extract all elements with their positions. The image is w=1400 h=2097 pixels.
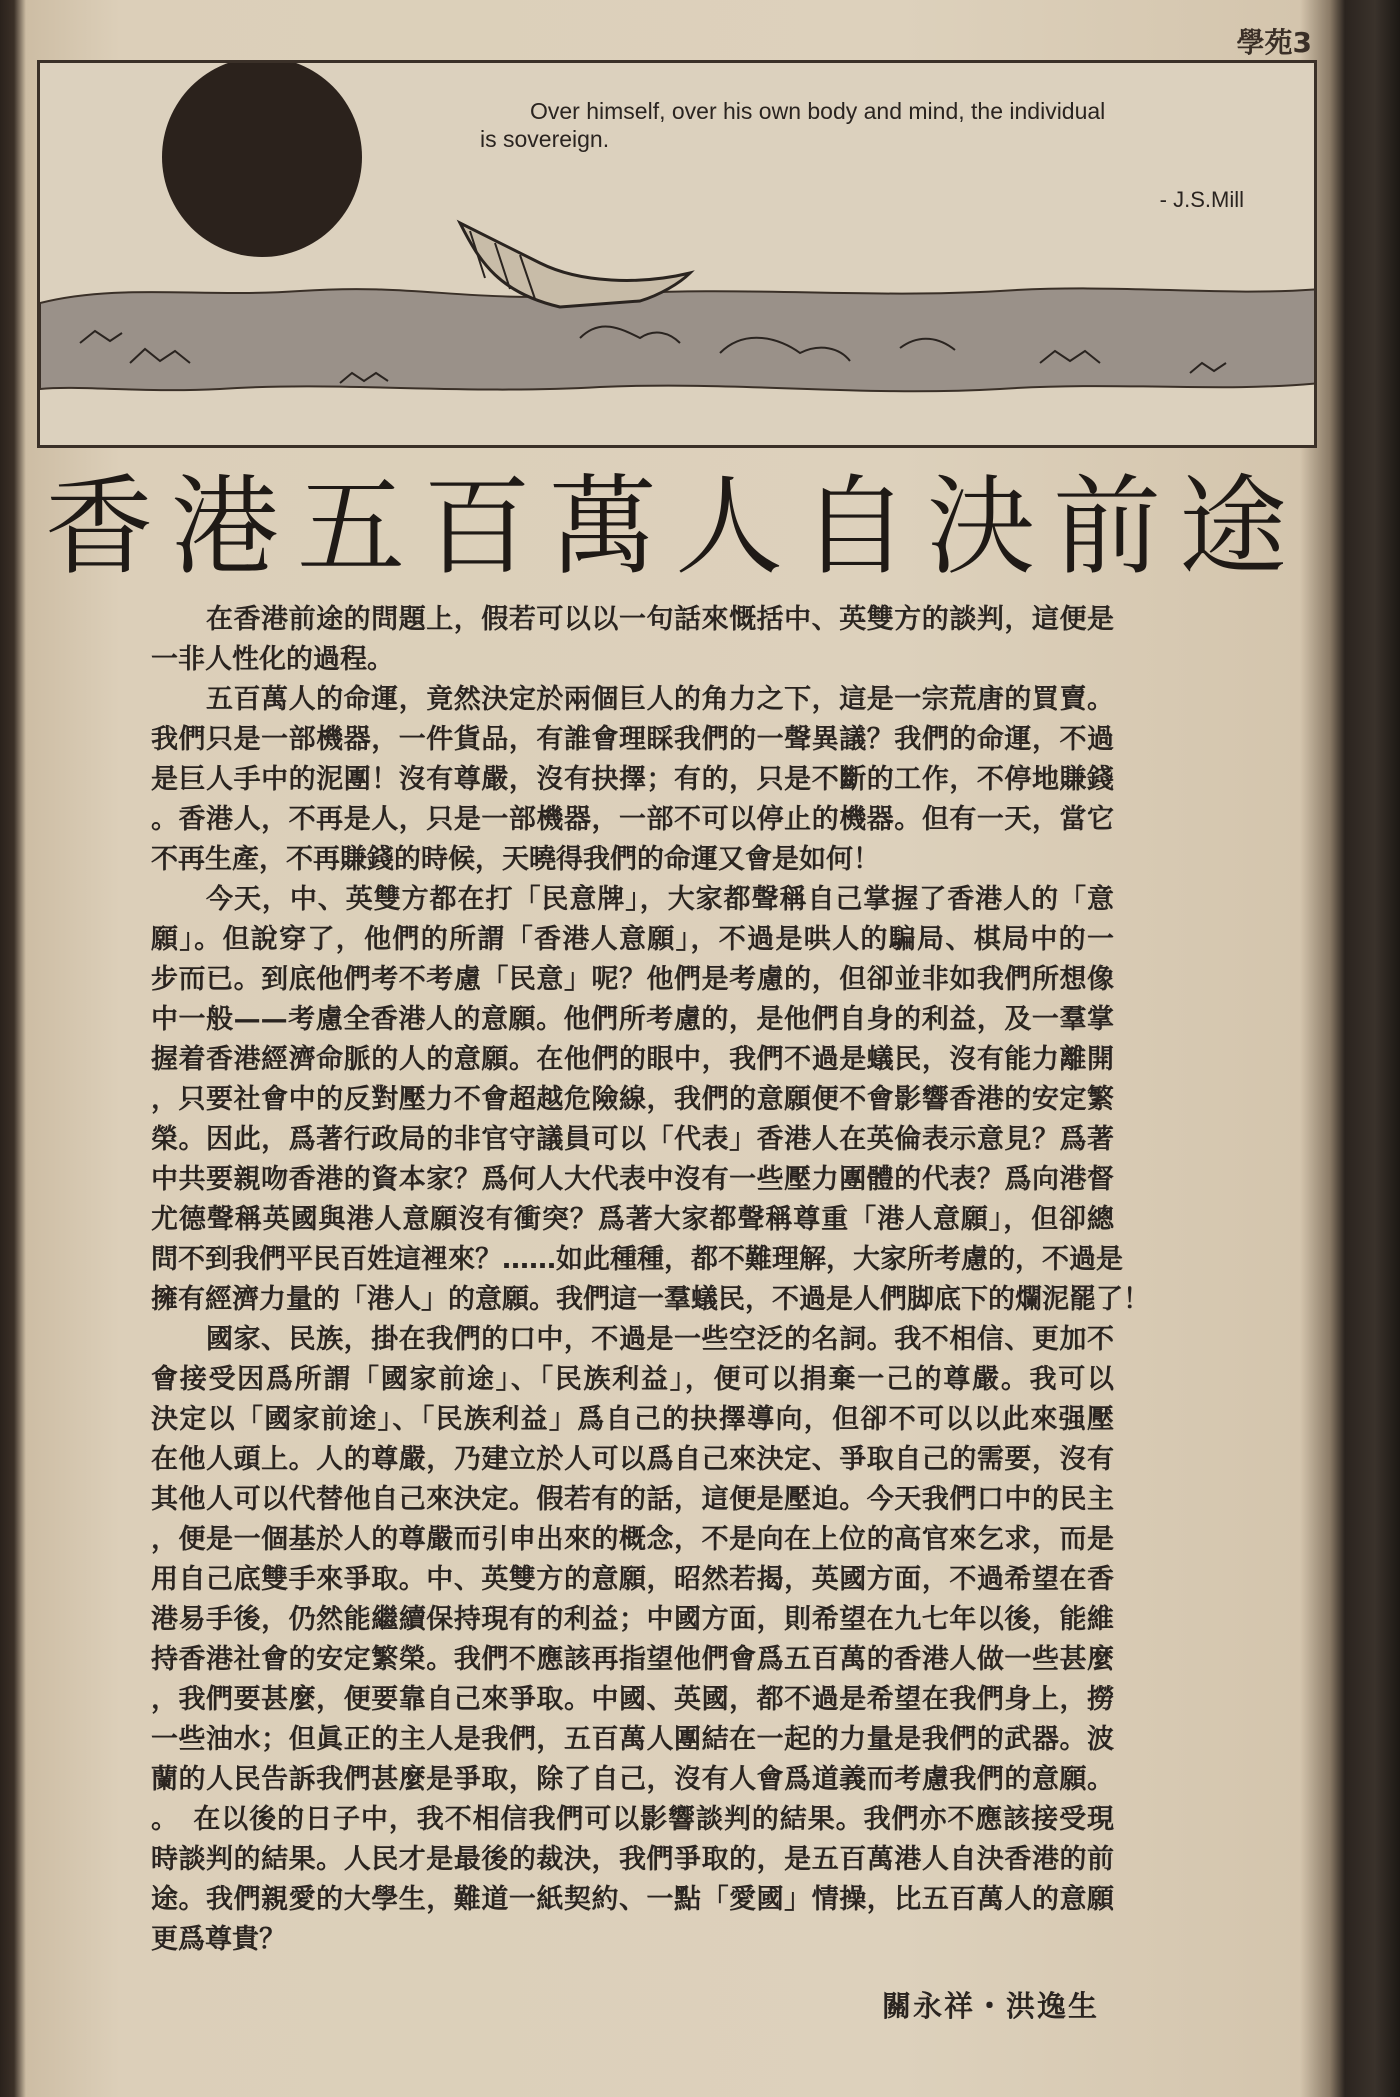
text-line: 中一般——考慮全香港人的意願。他們所考慮的，是他們自身的利益，及一羣掌 [151, 1004, 1114, 1035]
text-line: 一非人性化的過程。 [151, 644, 394, 675]
text-line: 不再生產，不再賺錢的時候，天曉得我們的命運又會是如何！ [151, 844, 880, 875]
text-line: 握着香港經濟命脈的人的意願。在他們的眼中，我們不過是蟻民，沒有能力離開 [151, 1044, 1114, 1075]
quote-attribution: - J.S.Mill [1159, 187, 1244, 212]
text-line: ，便是一個基於人的尊嚴而引申出來的概念，不是向在上位的高官來乞求，而是 [151, 1524, 1114, 1555]
text-line: 國家、民族，掛在我們的口中，不過是一些空泛的名詞。我不相信、更加不 [206, 1324, 1114, 1355]
page-header-label: 學苑3 [1236, 26, 1312, 59]
sun-icon [162, 63, 362, 257]
text-line: 時談判的結果。人民才是最後的裁決，我們爭取的，是五百萬港人自決香港的前 [151, 1844, 1114, 1875]
text-line: 其他人可以代替他自己來決定。假若有的話，這便是壓迫。今天我們口中的民主 [151, 1484, 1114, 1515]
text-line: 更爲尊貴？ [151, 1924, 286, 1955]
water-icon [40, 288, 1317, 391]
article-body [151, 600, 1150, 1960]
text-line: 途。我們親愛的大學生，難道一紙契約、一點「愛國」情操，比五百萬人的意願 [151, 1884, 1114, 1915]
text-line: 在他人頭上。人的尊嚴，乃建立於人可以爲自己來決定、爭取自己的需要，沒有 [151, 1444, 1114, 1475]
text-line: 。 在以後的日子中，我不相信我們可以影響談判的結果。我們亦不應該接受現 [151, 1804, 1114, 1835]
text-line: 願」。但說穿了，他們的所謂「香港人意願」，不過是哄人的騙局、棋局中的一 [151, 924, 1114, 955]
text-line: ，我們要甚麼，便要靠自己來爭取。中國、英國，都不過是希望在我們身上，撈 [151, 1684, 1114, 1715]
text-line: 蘭的人民告訴我們甚麼是爭取，除了自己，沒有人會爲道義而考慮我們的意願。 [151, 1764, 1114, 1795]
text-line: 會接受因爲所謂「國家前途」、「民族利益」，便可以捐棄一己的尊嚴。我可以 [151, 1364, 1114, 1395]
text-line: 決定以「國家前途」、「民族利益」爲自己的抉擇導向，但卻不可以以此來强壓 [151, 1404, 1114, 1435]
quote-line: Over himself, over his own body and mind, the individual [530, 98, 1106, 124]
boat-icon [460, 223, 690, 307]
text-line: 擁有經濟力量的「港人」的意願。我們這一羣蟻民，不過是人們脚底下的爛泥罷了！ [151, 1284, 1150, 1315]
text-line: 五百萬人的命運，竟然決定於兩個巨人的角力之下，這是一宗荒唐的買賣。 [206, 684, 1114, 715]
text-line: 一些油水；但眞正的主人是我們，五百萬人團結在一起的力量是我們的武器。波 [151, 1724, 1114, 1755]
text-line: 我們只是一部機器，一件貨品，有誰會理睬我們的一聲異議？我們的命運，不過 [151, 724, 1114, 755]
text-line: 用自己底雙手來爭取。中、英雙方的意願，昭然若揭，英國方面，不過希望在香 [151, 1564, 1114, 1595]
epigraph-quote [480, 97, 1300, 153]
text-line: 中共要親吻香港的資本家？爲何人大代表中沒有一些壓力團體的代表？爲向港督 [151, 1164, 1114, 1195]
text-line: 持香港社會的安定繁榮。我們不應該再指望他們會爲五百萬的香港人做一些甚麼 [151, 1644, 1114, 1675]
text-line: 在香港前途的問題上，假若可以以一句話來慨括中、英雙方的談判，這便是 [206, 604, 1114, 635]
text-line: 步而已。到底他們考不考慮「民意」呢？他們是考慮的，但卻並非如我們所想像 [151, 964, 1114, 995]
quote-line: is sovereign. [480, 126, 610, 152]
text-line: ，只要社會中的反對壓力不會超越危險線，我們的意願便不會影響香港的安定繁 [151, 1084, 1114, 1115]
text-line: 榮。因此，爲著行政局的非官守議員可以「代表」香港人在英倫表示意見？爲著 [151, 1124, 1114, 1155]
text-line: 是巨人手中的泥團！沒有尊嚴，沒有抉擇；有的，只是不斷的工作，不停地賺錢 [151, 764, 1114, 795]
text-line: 問不到我們平民百姓這裡來？……如此種種，都不難理解，大家所考慮的，不過是 [151, 1244, 1123, 1275]
article-title: 香港五百萬人自決前途 [44, 465, 1305, 590]
article-authors: 關永祥・洪逸生 [882, 1989, 1100, 2023]
text-line: 港易手後，仍然能繼續保持現有的利益；中國方面，則希望在九七年以後，能維 [151, 1604, 1114, 1635]
text-line: 今天，中、英雙方都在打「民意牌」，大家都聲稱自己掌握了香港人的「意 [206, 884, 1114, 915]
header-illustration [37, 60, 1317, 448]
text-line: 。香港人，不再是人，只是一部機器，一部不可以停止的機器。但有一天，當它 [151, 804, 1114, 835]
text-line: 尤德聲稱英國與港人意願沒有衝突？爲著大家都聲稱尊重「港人意願」，但卻總 [151, 1204, 1114, 1235]
